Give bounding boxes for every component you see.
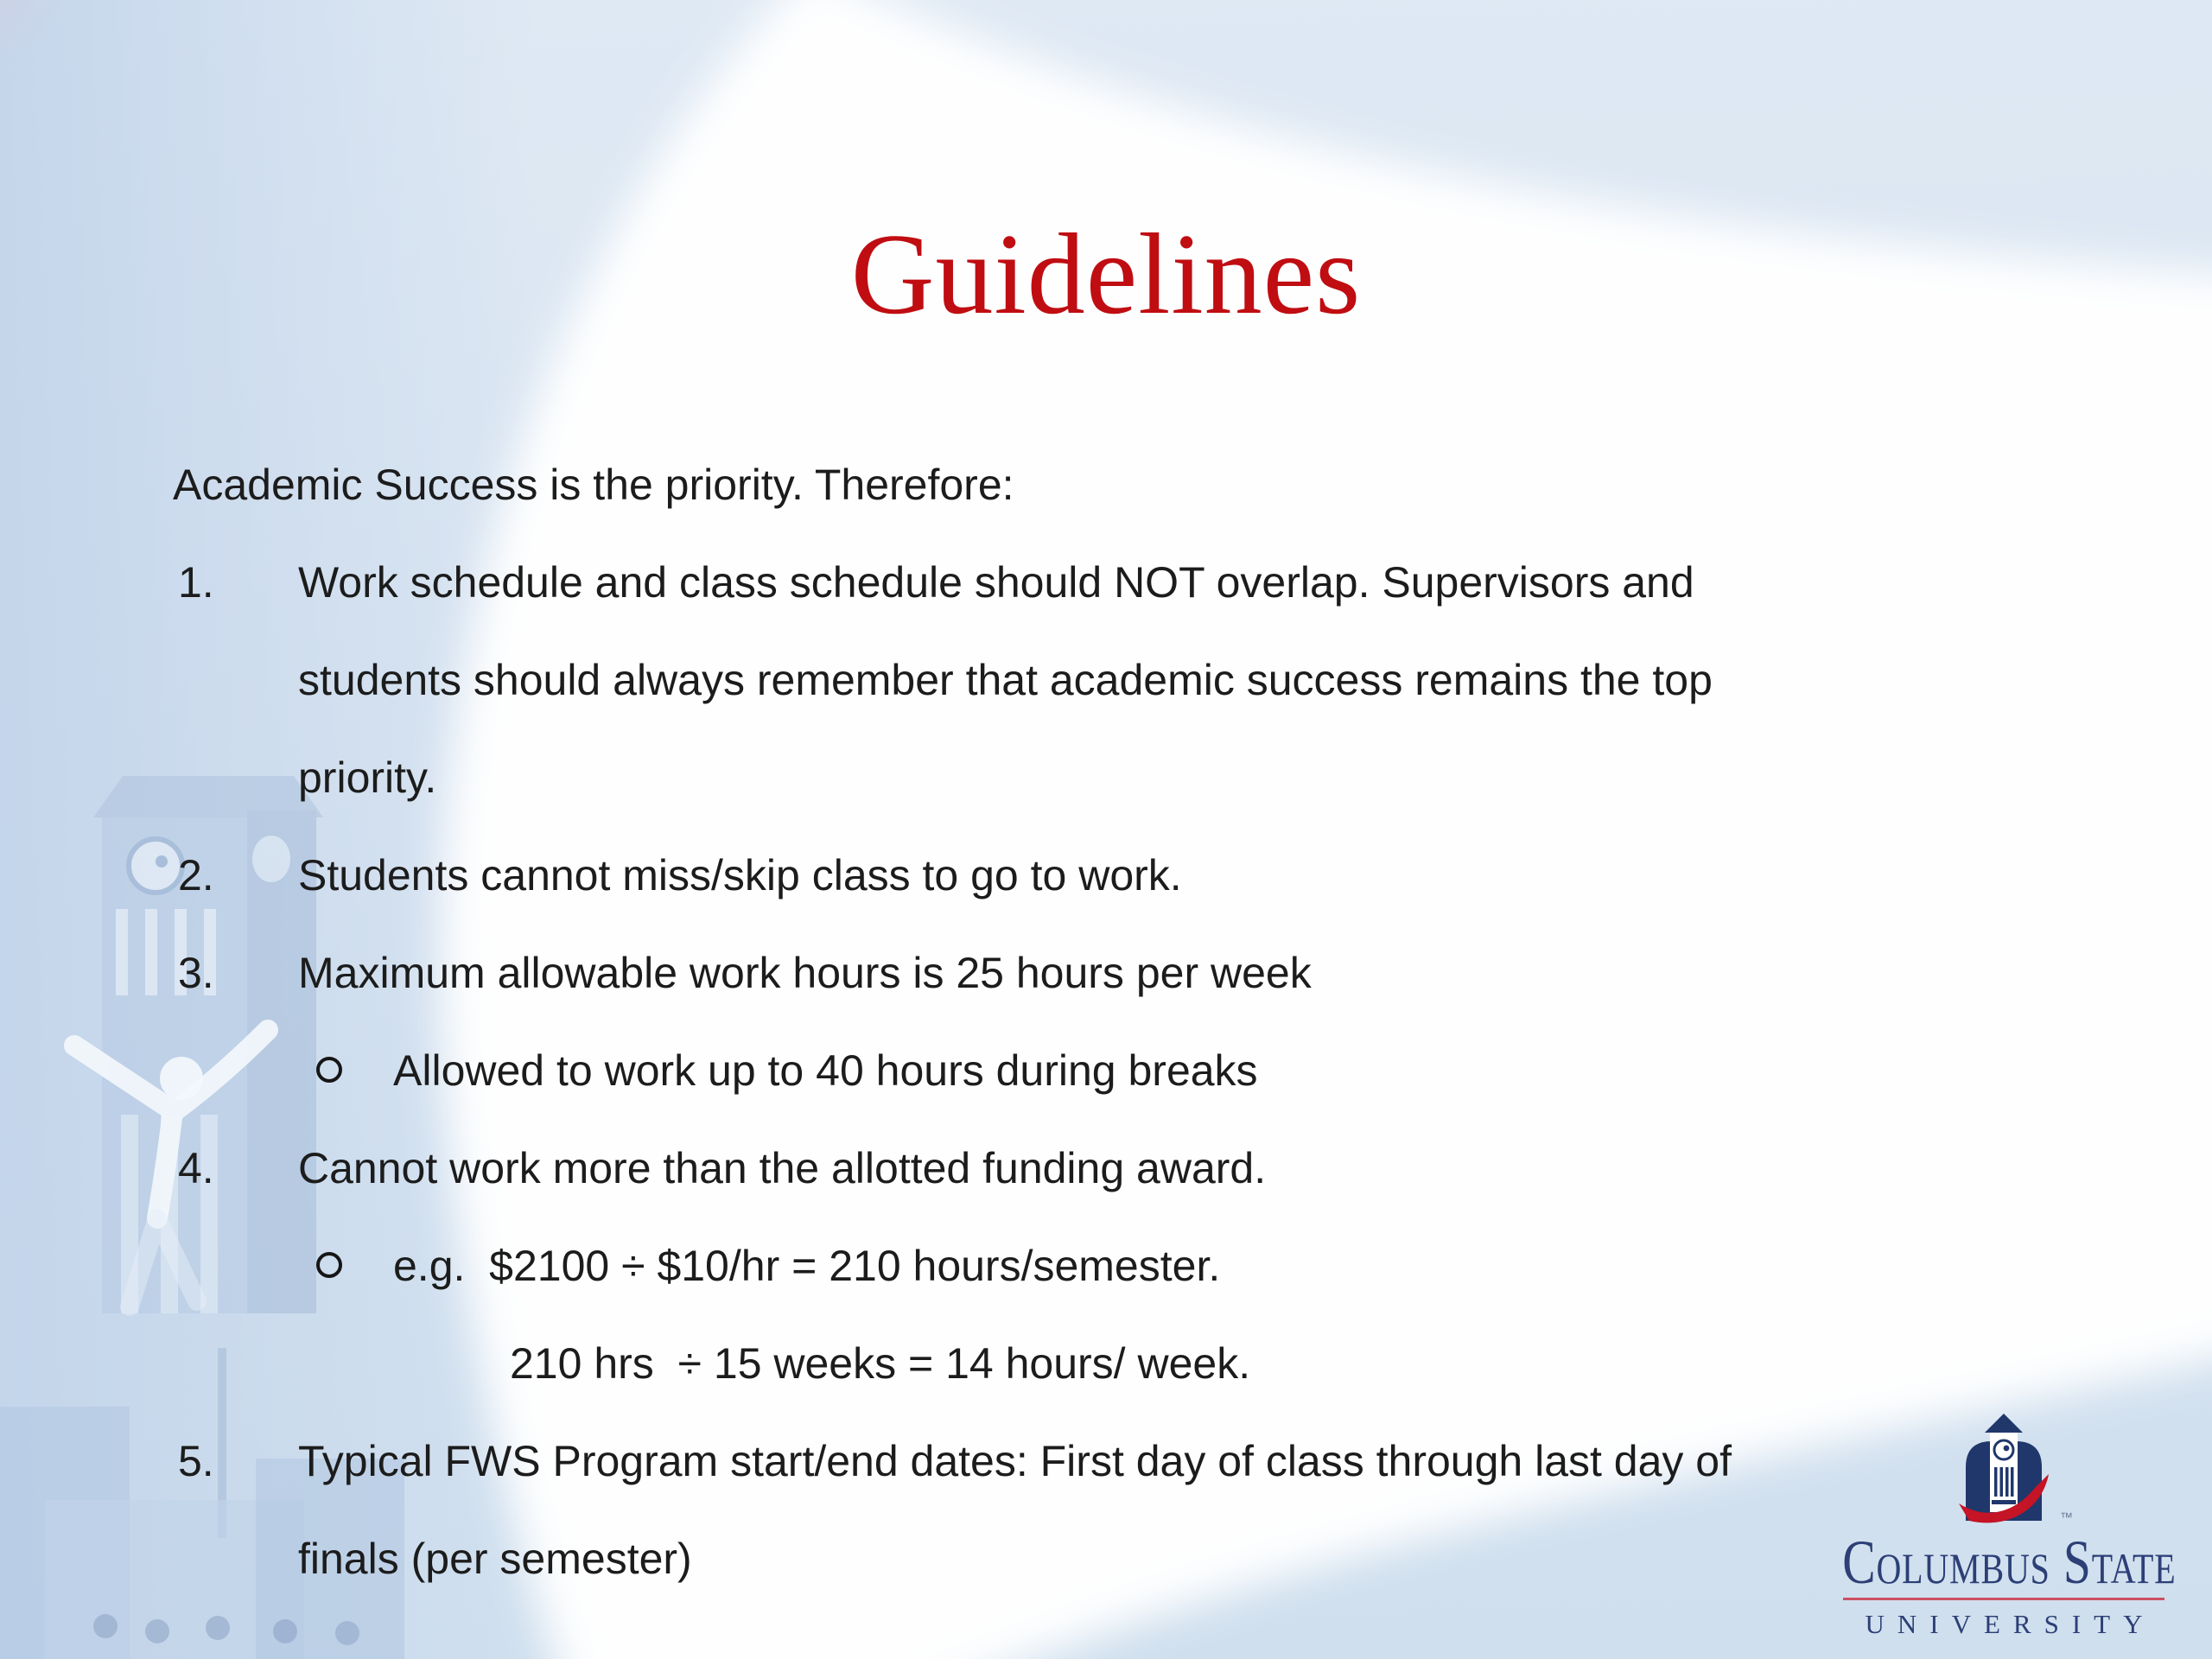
row-text: students should always remember that academic success remains the top	[298, 656, 1713, 704]
csu-clock-tower-emblem-icon	[1952, 1414, 2056, 1529]
sub-bullet-row	[173, 1217, 2100, 1315]
row-text: e.g. $2100 ÷ $10/hr = 210 hours/semester.	[393, 1242, 1221, 1290]
row-marker: 4.	[178, 1144, 214, 1192]
slide-title: Guidelines	[850, 210, 1362, 338]
list-row-continuation	[173, 729, 2100, 827]
list-row	[173, 1120, 2100, 1217]
sub-bullet-row	[173, 1022, 2100, 1120]
row-text: Academic Success is the priority. Therefore:	[173, 461, 1014, 509]
logo-wordmark: Columbus State	[1842, 1528, 2177, 1597]
logo-university: UNIVERSITY	[1865, 1609, 2156, 1639]
row-text: Typical FWS Program start/end dates: First day of class through last day of	[298, 1437, 1732, 1485]
row-marker: 1.	[178, 558, 214, 607]
csu-logo	[1801, 1414, 2207, 1640]
row-marker: 5.	[178, 1437, 214, 1485]
circle-bullet-icon	[316, 1057, 342, 1083]
logo-rule	[1843, 1598, 2164, 1600]
row-text: priority.	[298, 753, 437, 802]
row-text: Students cannot miss/skip class to go to work.	[298, 851, 1182, 899]
row-text: finals (per semester)	[298, 1535, 692, 1583]
row-text: Work schedule and class schedule should NOT overlap. Supervisors and	[298, 558, 1694, 607]
circle-bullet-icon	[316, 1252, 342, 1278]
row-text: 210 hrs ÷ 15 weeks = 14 hours/ week.	[510, 1339, 1251, 1388]
row-marker: 3.	[178, 949, 214, 997]
sub-bullet-continuation	[173, 1315, 2100, 1413]
row-text: Allowed to work up to 40 hours during breaks	[393, 1046, 1258, 1095]
row-marker: 2.	[178, 851, 214, 899]
list-row-continuation	[173, 632, 2100, 729]
row-text: Cannot work more than the allotted funding award.	[298, 1144, 1267, 1192]
list-row	[173, 534, 2100, 632]
trademark-symbol: ™	[2060, 1510, 2073, 1525]
list-row	[173, 925, 2100, 1022]
intro-line	[173, 436, 2100, 534]
row-text: Maximum allowable work hours is 25 hours per week	[298, 949, 1312, 997]
list-row	[173, 827, 2100, 925]
